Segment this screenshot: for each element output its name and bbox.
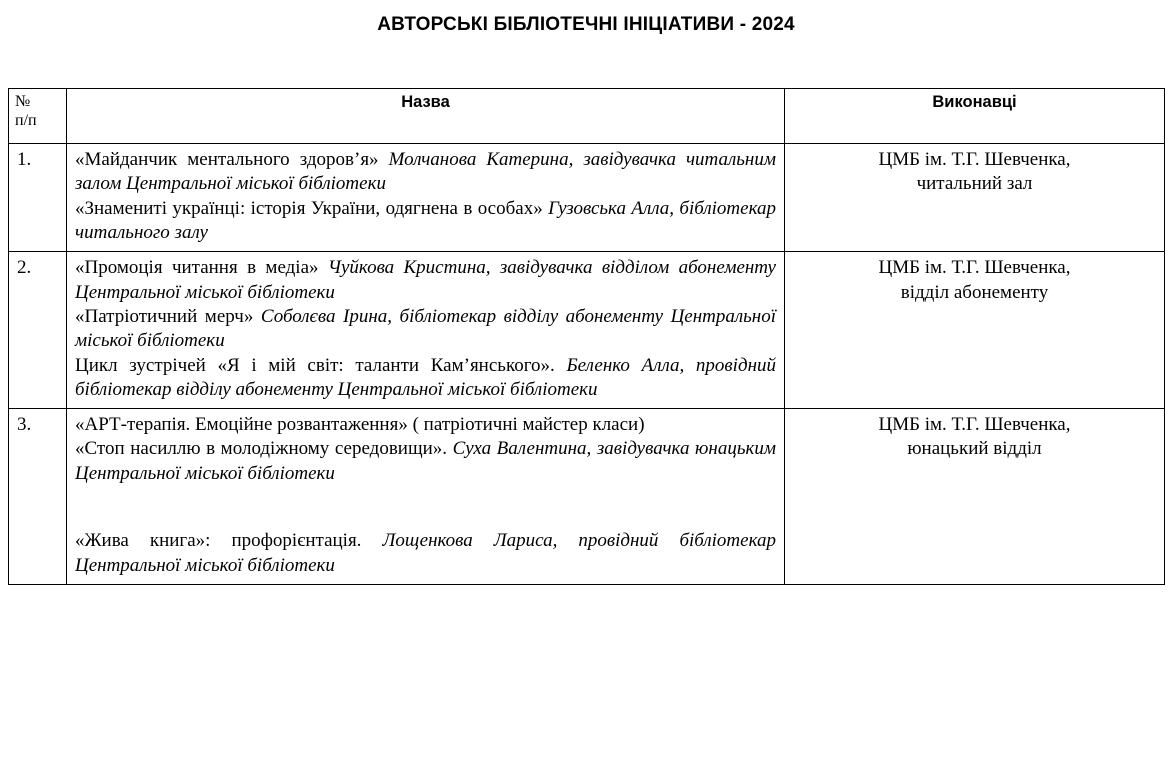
- initiative-author: Суха Валентина, завідувачка юнацьким Центральної міської бібліотеки: [75, 438, 777, 484]
- performer-line: юнацький відділ: [907, 438, 1042, 460]
- table-header-row: [9, 89, 1165, 144]
- initiative-author: Соболєва Ірина, бібліотекар відділу абонементу Центральної міської бібліотеки: [75, 305, 777, 352]
- page-title: АВТОРСЬКІ БІБЛІОТЕЧНІ ІНІЦІАТИВИ - 2024: [377, 14, 795, 35]
- initiative-author: Лощенкова Лариса, провідний бібліотекар Центральної міської бібліотеки: [75, 530, 776, 576]
- column-header-number-line2: п/п: [15, 111, 37, 129]
- column-header-name: Назва: [67, 89, 785, 144]
- performer-line: ЦМБ ім. Т.Г. Шевченка,: [878, 257, 1071, 279]
- row-number: 2.: [9, 252, 67, 409]
- table-header: [9, 89, 1165, 144]
- initiative-title: «Жива книга»: профорієнтація.: [75, 530, 383, 552]
- performer-line: ЦМБ ім. Т.Г. Шевченка,: [878, 149, 1071, 170]
- column-header-number: [9, 89, 67, 144]
- initiatives-table: [8, 88, 1165, 585]
- initiative-title: Цикл зустрічей «Я і мій світ: таланти Кам’янського».: [75, 354, 567, 376]
- row-initiative-text: [67, 252, 785, 409]
- performer-line: ЦМБ ім. Т.Г. Шевченка,: [878, 414, 1071, 436]
- table-row: [9, 144, 1165, 252]
- initiative-author: Беленко Алла, провідний бібліотекар відділу абонементу Центральної міської бібліотеки: [75, 354, 776, 400]
- row-performers: [785, 409, 1165, 585]
- initiative-title: «Знамениті українці: історія України, одягнена в особах»: [75, 197, 549, 219]
- column-header-performers: Виконавці: [785, 89, 1165, 144]
- initiatives-table-wrapper: [8, 88, 1164, 585]
- row-performers: [785, 144, 1165, 252]
- row-initiative-text: [67, 144, 785, 252]
- row-number: 1.: [9, 144, 67, 252]
- table-row: [9, 252, 1165, 409]
- paragraph-spacer: [75, 486, 776, 505]
- initiative-author: Гузовська Алла, бібліотекар читального залу: [75, 197, 776, 243]
- row-performers: [785, 252, 1165, 409]
- column-header-number-line1: №: [15, 93, 31, 110]
- initiative-title: «Патріотичний мерч»: [75, 305, 261, 327]
- row-number: 3.: [9, 409, 67, 585]
- performer-line: читальний зал: [916, 173, 1033, 195]
- initiative-author: Молчанова Катерина, завідувачка читальним залом Центральної міської бібліотеки: [75, 149, 776, 195]
- initiative-title: «Промоція читання в медіа»: [75, 257, 328, 279]
- initiative-title: «АРТ-терапія. Емоційне розвантаження» ( патріотичні майстер класи): [75, 414, 645, 436]
- initiative-author: Чуйкова Кристина, завідувачка відділом абонементу Центральної міської бібліотеки: [75, 257, 776, 303]
- initiative-title: «Стоп насиллю в молодіжному середовищи».: [75, 438, 453, 460]
- table-body: [9, 144, 1165, 585]
- row-initiative-text: [67, 409, 785, 585]
- performer-line: відділ абонементу: [900, 281, 1049, 303]
- table-row: [9, 409, 1165, 585]
- initiative-title: «Майданчик ментального здоров’я»: [75, 149, 389, 170]
